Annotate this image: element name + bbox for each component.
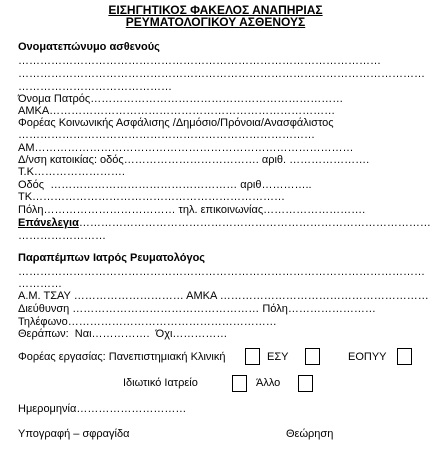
patient-name-dots-3[interactable]: ……………………………………: [18, 81, 172, 93]
referrer-phone-field[interactable]: Τηλέφωνο…………………………………………………: [18, 316, 277, 328]
approval-label: Θεώρηση: [286, 428, 334, 440]
other-label: Άλλο: [256, 377, 281, 389]
patient-name-dots-1[interactable]: ………………………………………………………………………………………: [18, 55, 381, 67]
private-practice-label: Ιδιωτικό Ιατρείο: [123, 377, 198, 389]
street-field[interactable]: Οδός …………………………………………… αριθ…………..: [18, 179, 312, 191]
other-checkbox[interactable]: [298, 375, 313, 392]
home-address-field[interactable]: Δ/νση κατοικίας: οδός………………………………. αριθ. ………………….: [18, 154, 370, 166]
esy-label: ΕΣΥ: [267, 351, 289, 363]
work-label: Φορέας εργασίας: Πανεπιστημιακή Κλινική: [18, 351, 226, 363]
patient-name-dots-2[interactable]: …………………………………………………………………………………………………: [18, 68, 425, 80]
document-title-line-2: ΡΕΥΜΑΤΟΛΟΓΙΚΟΥ ΑΣΘΕΝΟΥΣ: [125, 16, 306, 29]
father-name-field[interactable]: Όνομα Πατρός……………………………………………………………: [18, 93, 344, 105]
referrer-tsay-amka-field[interactable]: Α.Μ. ΤΣΑΥ ………………………… ΑΜΚΑ …………………………………………………: [18, 290, 429, 302]
referrer-section-heading: Παραπέμπων Ιατρός Ρευματολόγος: [18, 252, 206, 264]
postal-code-field-1[interactable]: Τ.Κ…………………….: [18, 166, 125, 178]
insurer-field: Φορέας Κοινωνικής Ασφάλισης /Δημόσιο/Πρόνοια/Ανασφάλιστος: [18, 117, 334, 129]
patient-section-heading: Ονοματεπώνυμο ασθενούς: [18, 41, 160, 53]
repeat-row: [18, 217, 431, 230]
repeat-dots[interactable]: ……………………………………………………………………………………: [78, 217, 431, 229]
referrer-address-field[interactable]: Διεύθυνση …………………………………………… Πόλη……………………: [18, 303, 376, 315]
treating-doctor-field[interactable]: Θεράπων: Ναι……………. Όχι……………: [18, 328, 228, 340]
city-phone-field[interactable]: Πόλη……………………………… τηλ. επικοινωνίας……………………….: [18, 204, 366, 216]
patient-extra-dots[interactable]: ……………………: [18, 230, 106, 242]
patient-am-field[interactable]: ΑΜ……………………………………………………………………………: [18, 142, 354, 154]
university-clinic-checkbox[interactable]: [245, 348, 260, 365]
date-field[interactable]: Ημερομηνία…………………………: [18, 403, 187, 415]
esy-checkbox[interactable]: [305, 348, 320, 365]
referrer-name-dots-1[interactable]: …………………………………………………………………………………………………: [18, 266, 425, 278]
postal-code-field-2[interactable]: ΤΚ……………………………………………………………: [18, 191, 286, 203]
eopyy-label: ΕΟΠΥΥ: [348, 351, 387, 363]
repeat-label: Επάνελεγια: [18, 217, 79, 229]
eopyy-checkbox[interactable]: [397, 348, 412, 365]
patient-amka-field[interactable]: ΑΜΚΑ……………………………………………………………………: [18, 105, 336, 117]
document-title-line-1: ΕΙΣΗΓΗΤΙΚΟΣ ΦΑΚΕΛΟΣ ΑΝΑΠΗΡΙΑΣ: [108, 4, 323, 17]
referrer-name-dots-2[interactable]: …………: [18, 278, 62, 290]
private-practice-checkbox[interactable]: [232, 375, 247, 392]
signature-label: Υπογραφή – σφραγίδα: [18, 428, 130, 440]
insurer-dots[interactable]: ………………………………………………………………………: [18, 129, 315, 141]
